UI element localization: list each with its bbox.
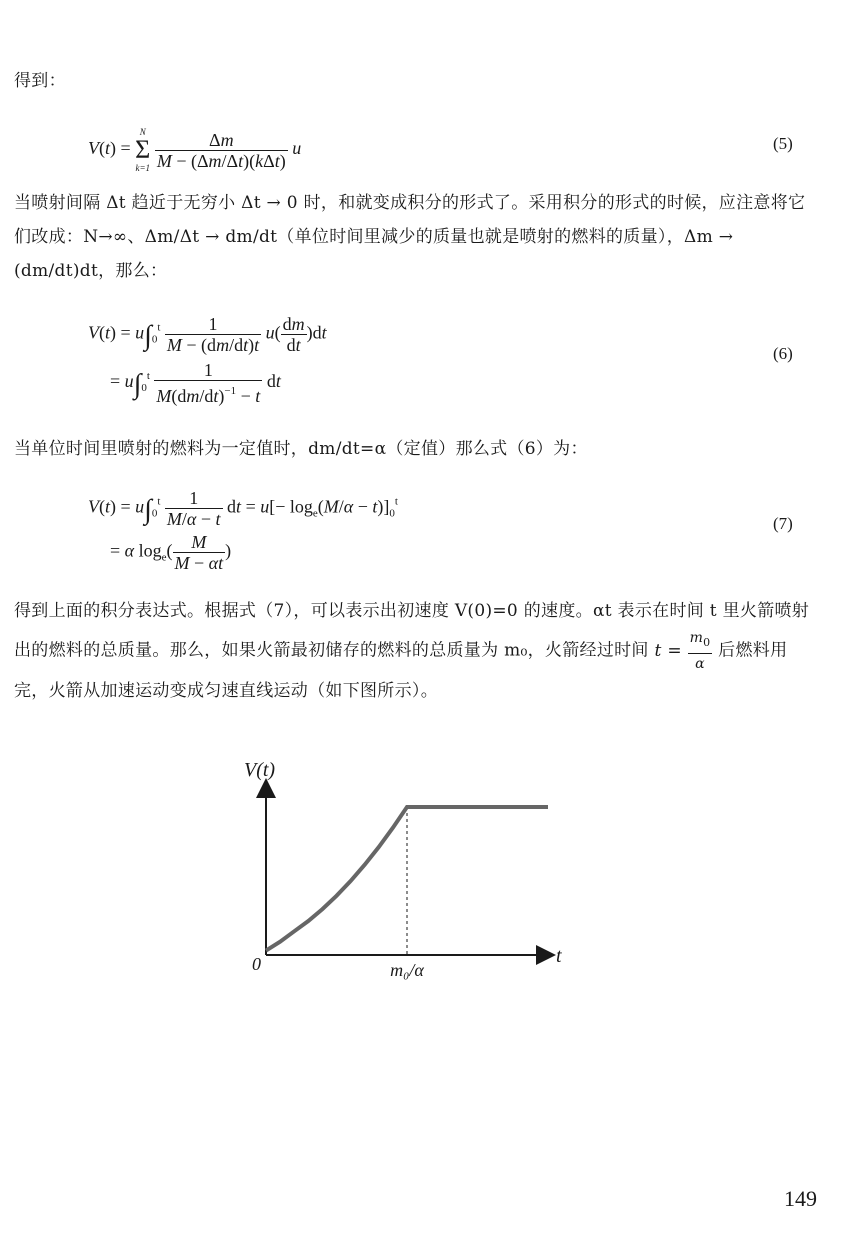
paragraph-1: 当喷射间隔 Δt 趋近于无穷小 Δt → 0 时，和就变成积分的形式了。采用积分的形式的时候，应注意将它们改成：N→∞、Δm/Δt → dm/dt（单位时间里减少的质量也就是喷射的燃料的质量），Δm → (dm/dt)dt，那么： (14, 193, 806, 281)
x-tick-label: m₀/α (390, 960, 424, 980)
equation-5-number: (5) (773, 134, 793, 153)
paragraph-3-part-a: 得到上面的积分表达式。根据式（7），可以表示出初速度 V(0)=0 的速度。αt 表示在时间 t 里火箭喷射出的燃料的总质量。那么，如果火箭最初储存的燃料的总质量为 m₀，火箭经过时间 (14, 601, 810, 661)
t-formula: t = $\frac{m_0}{\alpha}$ (654, 630, 711, 672)
y-axis-label: V(t) (244, 759, 276, 781)
equation-6: $V(t) = u\int_0^t$ $\frac{1}{M - (dm/dt)t}$ u( $\frac{dm}{dt}$ )dt = $u\int_0^t$ $\frac{1}{M(dm/dt)^{-1} - t}$ dt (88, 314, 327, 406)
x-axis-label: t (556, 945, 562, 967)
paragraph-3-part-b: 后燃料用完，火箭从加速运动变成匀速直线运动（如下图所示）。 (14, 640, 788, 701)
equation-5: V(t) = N Σ k=1 $\frac{\Delta m}{\text{M − (Δm/Δt)(kΔt)}}$ u (88, 127, 302, 173)
intro-text: 得到： (14, 71, 66, 91)
equation-7-number: (7) (773, 514, 793, 533)
origin-label: 0 (252, 954, 261, 974)
equation-7: $V(t) = u\int_0^t$ $\frac{1}{M/\alpha - t}$ dt = $u[- \log_e(M/\alpha - t)]_0^t$ = α $\log_e$( $\frac{M}{M - \alpha t}$ ) (88, 488, 398, 573)
paragraph-2: 当单位时间里喷射的燃料为一定值时，dm/dt=α（定值）那么式（6）为： (14, 439, 588, 459)
page-number: 149 (784, 1186, 817, 1211)
equation-6-number: (6) (773, 344, 793, 363)
